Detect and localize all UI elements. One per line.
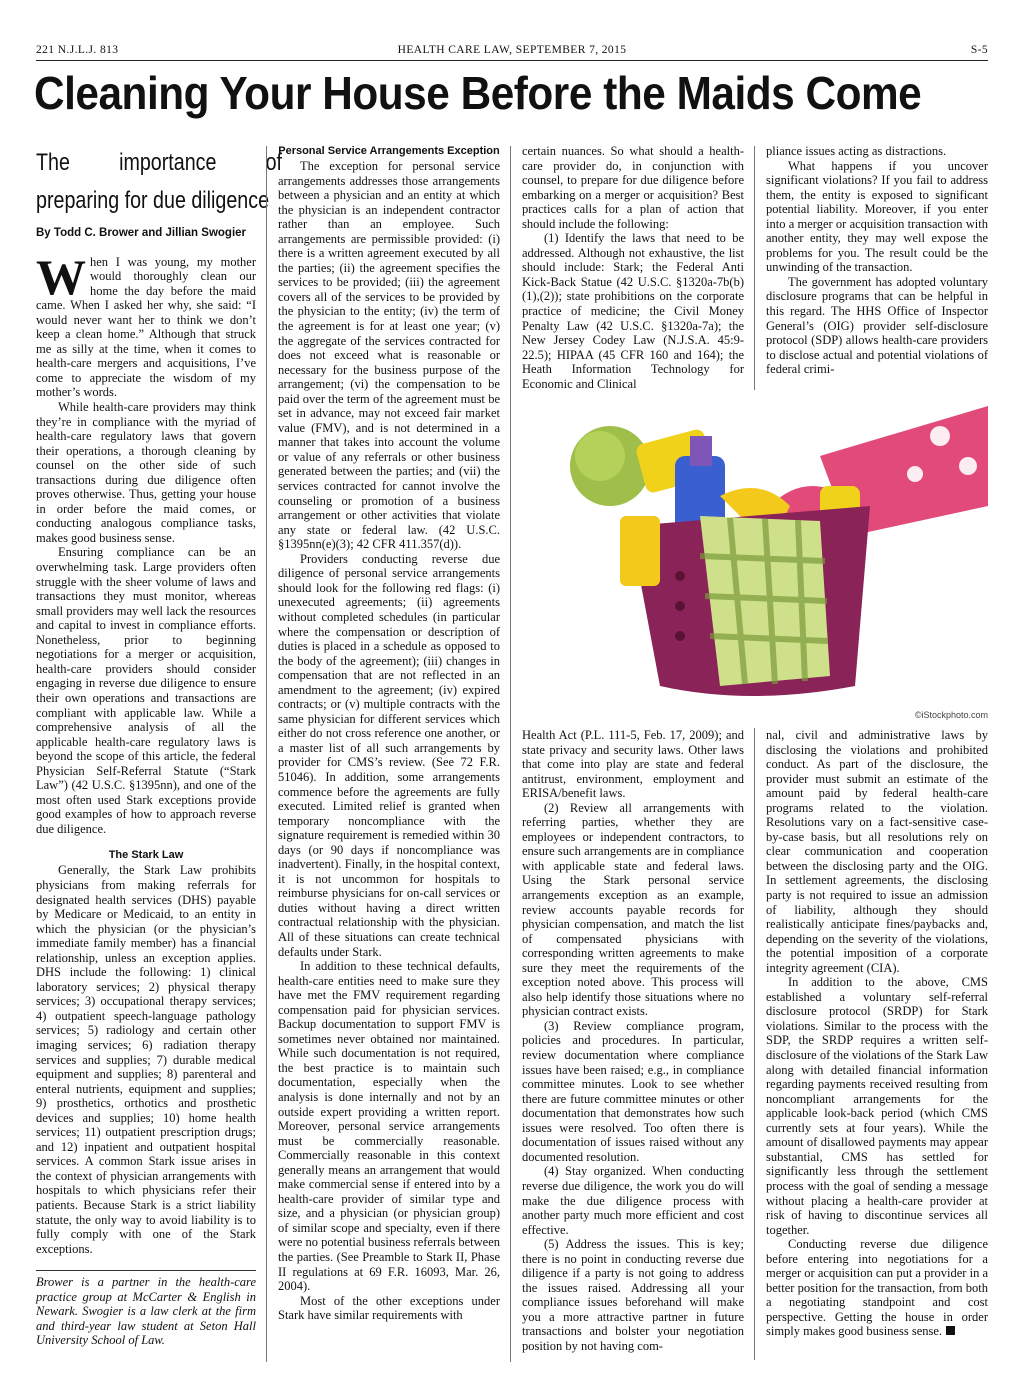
headline: Cleaning Your House Before the Maids Come	[34, 67, 922, 119]
column-3-top	[522, 144, 744, 391]
section-heading-psa: Personal Service Arrangements Exception	[278, 145, 500, 157]
column-3-bottom	[522, 728, 744, 1354]
running-header	[36, 44, 988, 58]
section-heading-stark: The Stark Law	[108, 849, 184, 862]
column-divider	[754, 728, 755, 1360]
paragraph: Most of the other exceptions under Stark have similar requirements with	[278, 1293, 500, 1323]
glove-flower	[959, 457, 977, 475]
column-divider	[754, 146, 755, 390]
paragraph: (4) Stay organized. When conducting reverse due diligence, the work you do will make the due diligence process with another party much more efficient and cost effective.	[522, 1164, 744, 1237]
drop-cap: W	[36, 248, 86, 305]
paragraph: While health-care providers may think they’re in compliance with the myriad of health-care regulatory laws that govern their operations, a thorough cleaning by counsel on the other side of such transactions during due diligence often proves otherwise. Thus, getting your house in order before the maid comes, or conducting analogous compliance tasks, makes good business sense.	[36, 400, 256, 545]
paragraph: certain nuances. So what should a health-care provider do, in conjunction with counsel, to prepare for due diligence before embarking on a merger or acquisition? Best practices calls for a plan of action that should include the following:	[522, 144, 744, 231]
paragraph: What happens if you uncover significant violations? If you fail to address them, the entity is exposed to significant potential liability. Moreover, if you enter into a merger or acquisition transaction with another entity, they may well expose the problems for you. The result could be the unwinding of the transaction.	[766, 158, 988, 275]
paragraph: The exception for personal service arrangements addresses those arrangements between a physician and an entity at which the physician is an independent contractor rather than an employee. Such arrangements are permissible provided: (i) there is a written agreement executed by all the parties; (ii) the agreement specifies the services to be provided; (iii) the agreement covers all of the services to be provided by the physician to the entity; (iv) the term of the agreement is for at least one year; (v) the aggregate of the services contracted for does not exceed what is reasonable or necessary for the business purpose of the arrangement; (vi) the compensation to be paid over the term of the agreement must be set in advance, may not exceed fair market value (FMV), and is not determined in a manner that takes into account the volume or value of any referrals or other business generated between the parties; and (vii) the services contracted for cannot involve the counseling or promotion of a business arrangement or other activities that violate any state or federal law. (42 U.S.C. §1395nn(e)(3); 42 CFR 411.357(d)).	[278, 159, 500, 552]
glove-flower	[930, 426, 950, 446]
paragraph: Providers conducting reverse due diligence of personal service arrangements should look for the following red flags: (i) unexecuted agreements; (ii) agreements without completed schedules (in particular where the compensation or description of duties is placed in a schedule as opposed to the body of the agreement); (iii) changes in compensation that are not reflected in an amendment to the agreement; (iv) expired contracts; or (v) multiple contracts with the same physician for different services which either do not cross reference one another, or a master list of all such arrangements by provider for CMS’s review. (See 72 F.R. 51046). In addition, some arrangements commence before the agreements are fully executed. Limited relief is granted when temporary noncompliance with the signature requirement is remedied within 30 days (or 90 days if noncompliance was inadvertent). Finally, in the hospital context, it is not uncommon for hospitals to reimburse physicians for on-call services or duties without having a direct written contractual relationship with the physician. All of these situations can create technical defaults under Stark.	[278, 551, 500, 959]
cleaning-supplies-photo	[520, 396, 988, 710]
intro-paragraph: When I was young, my mother would thoroughly clean our home the day before the maid came. When I asked her why, she said: “I would never want her to think we don’t keep a clean home.” Although that struck me as silly at the time, when it comes to health-care mergers and acquisitions, I’ve come to appreciate the wisdom of my mother’s words.	[36, 248, 256, 400]
paragraph: Generally, the Stark Law prohibits physicians from making referrals for designated health services (DHS) payable by Medicare or Medicaid, to an entity in which the physician (or the physician’s immediate family member) has a financial relationship, unless an exception applies. DHS include the following: 1) clinical laboratory services; 2) physical therapy services; 3) occupational therapy services; 4) outpatient speech-language pathology services; 5) radiology and certain other imaging services; 6) radiation therapy services and supplies; 7) durable medical equipment and supplies; 8) parenteral and enteral nutrients, equipment and supplies; 9) prosthetics, orthotics and prosthetic devices and supplies; 10) home health services; 11) outpatient prescription drugs; and 12) inpatient and outpatient hospital services. A common Stark issue arises in the context of physician arrangements with hospitals to which physicians refer their patients. Because Stark is a strict liability statute, the only way to avoid liability is to fully comply with one of the Stark exceptions.	[36, 863, 256, 1256]
paragraph: The government has adopted voluntary disclosure programs that can be helpful in this regard. The HHS Office of Inspector General’s (OIG) provider self-disclosure protocol (SDP) allows health-care providers to disclose actual and potential violations of federal crimi-	[766, 274, 988, 377]
bottle-cap	[690, 436, 712, 466]
subheadline: The importance of preparing for due diligence	[36, 149, 282, 214]
paragraph: (2) Review all arrangements with referring parties, whether they are employees or independent contractors, to ensure such arrangements are in compliance with applicable state and federal laws. Using the Stark personal service arrangements exception as an example, review accounts payable records for physician compensation, and match the list of compensated physicians with corresponding written agreements to make sure they meet the requirements of the exception noted above. This process will also help identify those situations where no physician contract exists.	[522, 800, 744, 1019]
column-1	[36, 144, 282, 1348]
paragraph: nal, civil and administrative laws by disclosing the violations and prohibited conduct. As part of the disclosure, the provider must submit an estimate of the amount paid by federal health-care programs related to the violation. Resolutions vary on a fact-sensitive case-by-case basis, but all resolutions rely on clear communication and cooperation between the disclosing party and the OIG. In settlement agreements, the disclosing party is not required to issue an admission of liability, although they should realistically anticipate fines/paybacks and, depending on the severity of the violations, the potential imposition of a corporate integrity agreement (CIA).	[766, 728, 988, 975]
column-4-top	[766, 144, 988, 377]
section-date: HEALTH CARE LAW, SEPTEMBER 7, 2015	[397, 44, 627, 56]
column-4-bottom	[766, 728, 988, 1339]
author-bio: Brower is a partner in the health-care practice group at McCarter & English in Newark. Swogier is a law clerk at the firm and third-year law student at Seton Hall University School of Law.	[36, 1270, 256, 1348]
end-mark	[946, 1326, 955, 1335]
paragraph: Conducting reverse due diligence before entering into negotiations for a merger or acquisition can put a provider in a better position for the transaction, from both a negotiating standpoint and cost perspective. Getting the house in order simply makes good business sense.	[766, 1237, 988, 1339]
byline: By Todd C. Brower and Jillian Swogier	[36, 227, 247, 239]
page-number: S-5	[970, 44, 988, 56]
paragraph: In addition to these technical defaults, health-care entities need to make sure they have met the FMV requirement regarding compensation paid for physician services. Backup documentation to support FMV is sometimes never obtained nor maintained. While such documentation is not required, the best practice is to maintain such documentation, especially when the analysis is done internally and not by an outside expert providing a written report. Moreover, personal service arrangements must be commercially reasonable. Commercially reasonable in this context generally means an arrangement that would make commercial sense if entered into by a health-care provider of similar type and size, and a physician (or physician group) of similar scope and specialty, even if there were no potential business referrals between the parties. (See Preamble to Stark II, Phase II regulations at 69 F.R. 16093, Mar. 26, 2004).	[278, 959, 500, 1294]
column-divider	[266, 146, 267, 1362]
paragraph: Health Act (P.L. 111-5, Feb. 17, 2009); and state privacy and security laws. Other laws that come into play are state and federal antitrust, environment, employment and ERISA/benefit laws.	[522, 728, 744, 801]
yellow-cloth	[620, 516, 660, 586]
paragraph: In addition to the above, CMS established a voluntary self-referral disclosure protocol (SRDP) for Stark violations. Similar to the process with the SDP, the SRDP requires a written self-disclosure of the violations of the Stark Law along with detailed financial information regarding payments received resulting from noncompliant arrangements for the applicable look-back period (which CMS currently sets at four years). While the amount of disallowed payments may appear substantial, CMS has settled for significantly less through the settlement process with the goal of sending a message without placing a health-care provider at risk of having to discontinue services all together.	[766, 975, 988, 1237]
paragraph: (3) Review compliance program, policies and procedures. In particular, review documentation where compliance issues have been raised; e.g., in compliance committee minutes. Look to see whether there are future committee minutes or other documentation that demonstrates how such issues were resolved. Too often there is documentation of issues raised without any documented resolution.	[522, 1018, 744, 1164]
paragraph: pliance issues acting as distractions.	[766, 144, 947, 158]
citation: 221 N.J.L.J. 813	[36, 44, 119, 56]
paragraph: (1) Identify the laws that need to be addressed. Although not exhaustive, the list should include: Stark; the Federal Anti Kick-Back Statue (42 U.S.C. §1320a-7b(b)(1),(2)); state prohibitions on the corporate practice of medicine; the Civil Money Penalty Law (42 U.S.C. §1320a-7a); the New Jersey Codey Law (N.J.S.A. 45:9-22.5); HIPAA (45 CFR 160 and 164); the Heath Information Technology for Economic and Clinical	[522, 231, 744, 391]
column-divider	[510, 146, 511, 1362]
paragraph: Ensuring compliance can be an overwhelming task. Large providers often struggle with the sheer volume of laws and transactions they must monitor, whereas small providers may well lack the resources and capital to invest in compliance efforts. Nonetheless, prior to beginning negotiations for a merger or acquisition, health-care providers should consider engaging in reverse due diligence to ensure their own operations and transactions are compliant with applicable law. While a comprehensive analysis of all the applicable health-care regulatory laws is beyond the scope of this article, the federal Physician Self-Referral Statute (“Stark Law”) (42 U.S.C. §1395nn), and one of the most often used Stark exceptions provide good examples of how to approach reverse due diligence.	[36, 545, 256, 836]
paragraph: (5) Address the issues. This is key; there is no point in conducting reverse due diligence if a party is not going to address the issues raised. Addressing all your compliance issues beforehand will make you a more attractive partner in future transactions and bolster your negotiation position by not having com-	[522, 1237, 744, 1353]
photo-credit: ©iStockphoto.com	[914, 710, 988, 720]
glove-flower	[907, 466, 923, 482]
cleaning-basket-illustration	[520, 396, 988, 710]
header-rule	[36, 60, 988, 61]
column-2	[278, 144, 500, 1323]
